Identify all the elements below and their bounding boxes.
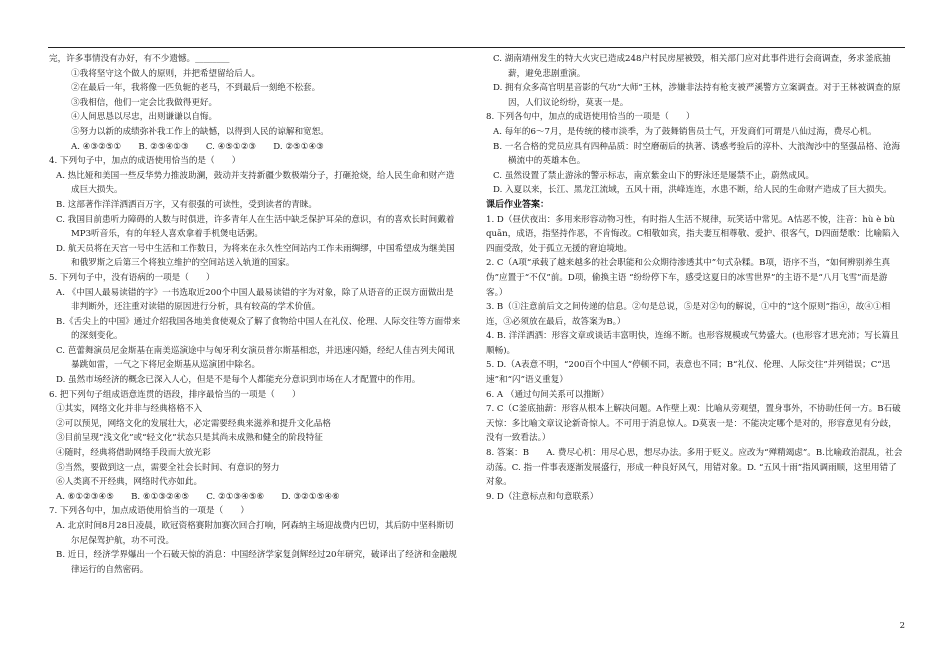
left-column-line: A. ④③②⑤① B. ②⑤④①③ C. ④⑤①②③ D. ②⑤①④③ (71, 141, 324, 152)
right-column-line: A. 每年的6～7月，是传统的楼市淡季，为了鼓舞销售员士气，开发商们可谓是八仙过海，费尽心机。 (493, 126, 877, 137)
left-column-line: ⑤当然，要做到这一点，需要全社会长时间、有意识的努力 (56, 462, 280, 473)
right-column-line: 8. 答案：B A. 费尽心机：用尽心思，想尽办法。多用于贬义。应改为“殚精竭虑”。B.比喻政治混乱，社会动荡。C. 指一件事表逐渐发展盛行，形成一种良好风气，用错对象。D. “五风十雨”指风调雨顺，这里用错了对象。 (486, 448, 903, 488)
left-column-line: C. 我国目前患听力障碍的人数与时俱进，许多青年人在生活中缺乏保护耳朵的意识，有的喜欢长时间戴着MP3听音乐，有的年轻人喜欢拿着手机煲电话粥。 (56, 214, 455, 240)
right-column-line: C. 湖南靖州发生的特大火灾已造成248户村民房屋被毁，相关部门应对此事件进行会商调查，务求釜底抽薪，避免悲剧重演。 (493, 54, 891, 79)
left-column-line: ③目前呈现“浅文化”或“轻文化”状态只是其尚未成熟和健全的阶段特征 (56, 433, 323, 444)
right-column-line: D. 拥有众多高官明星音影的气功“大师”王林，涉嫌非法持有枪支被严溪警方立案调查。对于王林被调查的原因，人们议论纷纷，莫衷一是。 (493, 83, 901, 108)
right-column-line: 4. B. 洋洋洒洒：形容文章或谈话丰富明快，连绵不断。也形容规模或气势盛大。(也形容才思充沛；写长篇且顺畅)。 (486, 331, 899, 356)
left-column-line: 完，许多事情没有办好，有不少遗憾。________ (49, 54, 230, 64)
right-column (486, 52, 904, 504)
left-column-line: A. 热比娅和美国一些反华势力推波助澜，鼓动并支持新疆少数极端分子，打砸抢烧，给人民生命和财产造成巨大损失。 (56, 170, 455, 196)
left-column-line: B.《舌尖上的中国》通过介绍我国各地美食使观众了解了食物给中国人在礼仪、伦理、人际交往等方面带来的深刻变化。 (56, 316, 461, 342)
left-column-line: C. 芭蕾舞演员尼金斯基在南美巡演途中与匈牙利女演员普尔斯基相恋，并迅速闪婚，经纪人佳吉列夫闻讯暴跳如雷，一气之下将尼金斯基从巡演团中除名。 (56, 345, 455, 371)
left-column-line: ②在最后一年，我将像一匹负轭的老马，不到最后一刻绝不松套。 (71, 83, 321, 94)
left-column-line: ④随时，经典将借助网络手段而大放光彩 (56, 448, 211, 459)
left-column-line: A. ⑥①②③④⑤ B. ⑥①③②④⑤ C. ②①③④⑤⑥ D. ③②①⑤④⑥ (56, 491, 340, 502)
left-column-line: A. 北京时间8月28日凌晨，欧冠资格赛附加赛次回合打响，阿森纳主场迎战费内巴切，其后防中坚科斯切尔尼保驾护航，功不可没。 (56, 521, 454, 546)
left-column-line: A. 《中国人最易读错的字》一书选取近200个中国人最易读错的字为对象，除了从语音的正误方面做出是非判断外，还注重对读错的原因进行分析，具有较高的学术价值。 (56, 287, 454, 313)
right-column-line: 8. 下列各句中，加点的成语使用恰当的一项是（ ） (486, 112, 695, 123)
left-column-line: 6. 把下列句子组成语意连贯的语段，排序最恰当的一项是（ ） (49, 389, 301, 400)
left-column-line: ④人间思恳以尽忠，出则谦谦以自悔。 (71, 112, 218, 123)
right-column-line: 2. C（A项“承载了越来越多的社会职能和公众期待渗透其中”句式杂糅。B项，语序不当，“如何辨别养生真伪”应置于“不仅”前。D项，偷换主语 “纷纷停下车，感受这夏日的冰雪世界”的主语不是“八月飞雪”而是游客。） (486, 258, 891, 298)
left-column-line: ①我将坚守这个做人的原则，并把希望留给后人。 (71, 68, 261, 79)
left-column-line: B. 这部著作洋洋洒洒百万字，又有很强的可读性，受到读者的青睐。 (56, 199, 317, 210)
left-column-line: D. 航天员将在天宫一号中生活和工作数日，为将来在永久性空间站内工作未雨绸缪，中国希望成为继美国和俄罗斯之后第三个将独立维护的空间站送入轨道的国家。 (56, 243, 455, 269)
right-column-line: 5. D.（A表意不明，“200百个中国人”停顿不同，表意也不同；B“礼仪、伦理、人际交往”并列错误；C“迅速”和“闪”语义重复） (486, 360, 891, 386)
right-column-line: 3. B（①注意前后文之间传递的信息。②句是总说，⑤是对②句的解说，①中的“这个原则”指④，故④①相连，③必须放在最后，故答案为B。） (486, 302, 891, 327)
left-column-line: ①其实，网络文化并非与经典格格不入 (56, 404, 203, 415)
page-number: 2 (899, 621, 905, 631)
right-column-line: 7. C（C釜底抽薪：形容从根本上解决问题。A作壁上观：比喻从旁观望，置身事外，不协助任何一方。B石破天惊：多比喻文章议论新奇惊人。不可用于消息惊人。D莫衷一是：不能决定哪个是对的，形容意见有分歧，没有一致看法。） (486, 404, 901, 444)
right-column-line: 6. A （通过句间关系可以推断） (486, 389, 609, 400)
left-column-line: ⑤努力以新的成绩弥补我工作上的缺憾，以得到人民的谅解和宽恕。 (71, 126, 329, 137)
right-column-line: C. 虽然设置了禁止游泳的警示标志，南京紫金山下的野泳还是屡禁不止，蔚然成风。 (493, 170, 815, 181)
left-column-line: ②可以预见，网络文化的发展壮大，必定需要经典来滋养和提升文化品格 (56, 418, 332, 429)
right-column-line: D. 入夏以来，长江、黑龙江流域，五风十雨，洪峰连连，水患不断，给人民的生命财产造成了巨大损失。 (493, 185, 892, 196)
header-rule (48, 47, 905, 48)
left-column (49, 52, 461, 577)
right-column-line: 1. D（昼伏夜出：多用来形容动物习性，有时指人生活不规律，玩笑话中常见。A怙恶不悛，注音：hù è bù quān，成语，指坚持作恶，不肯悔改。C相敬如宾，指夫妻互相尊敬、爱护、很客气，D四面楚歌：比喻陷入四面受敌，处于孤立无援的窘迫境地。 (486, 214, 900, 254)
right-column-line: 9. D（注意标点和句意联系） (486, 491, 599, 502)
left-column-line: ③我相信，他们一定会比我做得更好。 (71, 97, 218, 108)
left-column-line: 5. 下列句子中，没有语病的一项是（ ） (49, 272, 215, 283)
left-column-line: 4. 下列句子中，加点的成语使用恰当的是（ ） (49, 156, 241, 167)
left-column-line: ⑥人类离不开经典，网络时代亦如此。 (56, 477, 203, 488)
right-column-line: 课后作业答案： (486, 199, 550, 210)
left-column-line: 7. 下列各句中，加点成语使用恰当的一项是（ ） (49, 506, 249, 517)
left-column-line: D. 虽然市场经济的概念已深入人心，但是不是每个人都能充分意识到市场在人才配置中的作用。 (56, 375, 421, 386)
right-column-line: B. 一名合格的党员应具有四种品质：时空磨砺后的执著、诱惑考验后的淳朴、大浪淘沙中的坚强品格、沧海横流中的英雄本色。 (493, 141, 901, 167)
left-column-line: B. 近日，经济学界爆出一个石破天惊的消息：中国经济学家复剑辉经过20年研究，破译出了经济和金融规律运行的自然密码。 (56, 550, 457, 575)
